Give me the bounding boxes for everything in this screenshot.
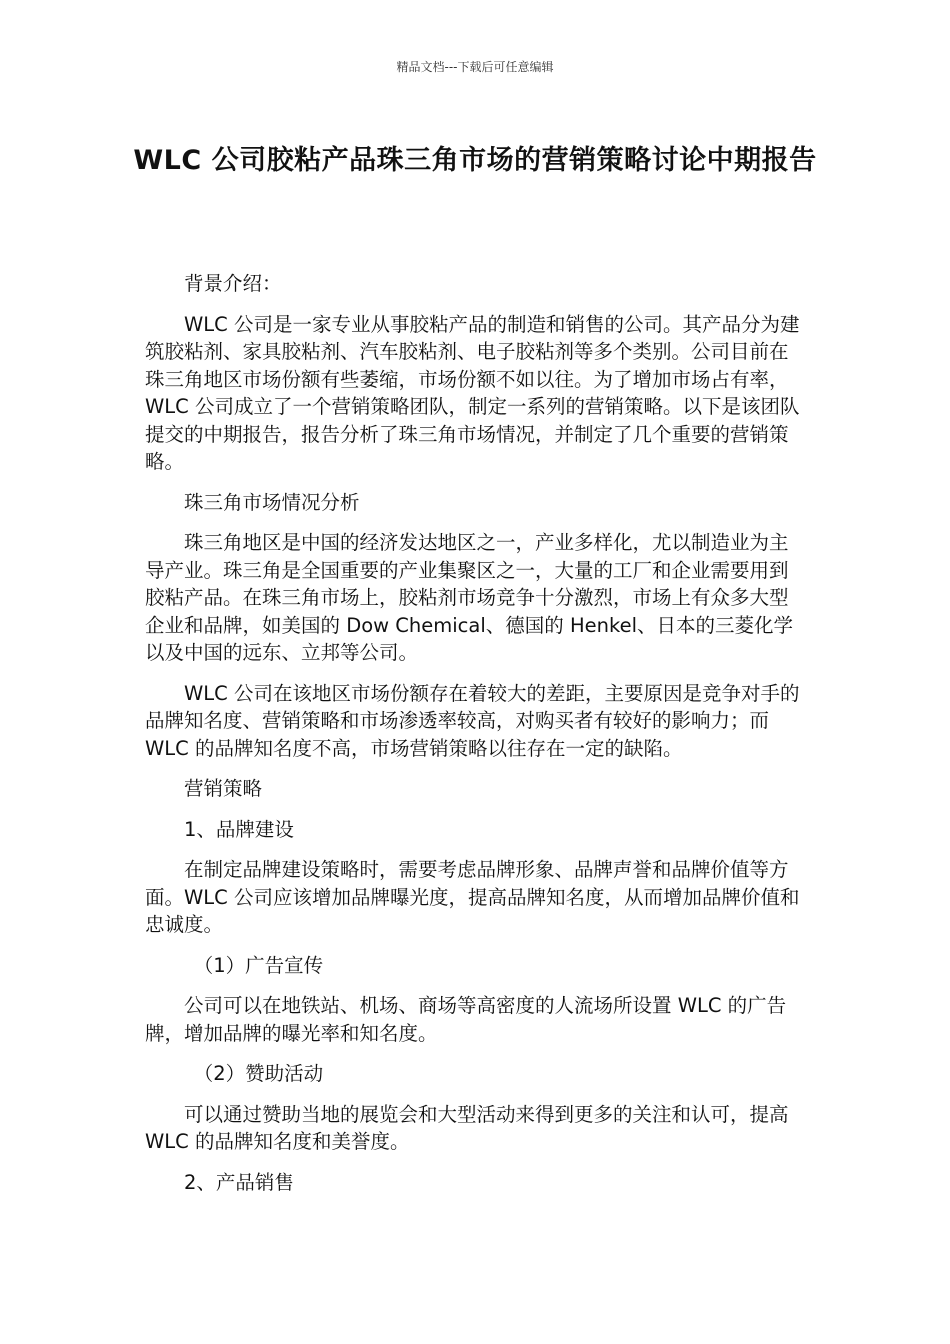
paragraph-market-gap: WLC 公司在该地区市场份额存在着较大的差距，主要原因是竞争对手的品牌知名度、营销策略和市场渗透率较高，对购买者有较好的影响力；而 WLC 的品牌知名度不高，市场营销策略以往存在一定的缺陷。 bbox=[145, 681, 800, 760]
document-body bbox=[145, 270, 807, 1209]
paragraph-market-analysis-heading: 珠三角市场情况分析 bbox=[184, 490, 360, 514]
paragraph-market-overview: 珠三角地区是中国的经济发达地区之一，产业多样化，尤以制造业为主导产业。珠三角是全国重要的产业集聚区之一，大量的工厂和企业需要用到胶粘产品。在珠三角市场上，胶粘剂市场竞争十分激烈，市场上有众多大型企业和品牌，如美国的 Dow Chemical、德国的 Henkel、日本的三菱化学以及中国的远东、立邦等公司。 bbox=[145, 531, 793, 664]
paragraph-strategy-heading: 营销策略 bbox=[184, 777, 263, 800]
document-title: WLC 公司胶粘产品珠三角市场的营销策略讨论中期报告 bbox=[133, 145, 817, 176]
paragraph-sponsorship: 可以通过赞助当地的展览会和大型活动来得到更多的关注和认可，提高 WLC 的品牌知名度和美誉度。 bbox=[145, 1102, 789, 1153]
paragraph-advertising-heading: （1）广告宣传 bbox=[193, 953, 324, 977]
paragraph-sponsorship-heading: （2）赞助活动 bbox=[193, 1062, 324, 1085]
paragraph-brand-building: 在制定品牌建设策略时，需要考虑品牌形象、品牌声誉和品牌价值等方面。WLC 公司应该增加品牌曝光度，提高品牌知名度，从而增加品牌价值和忠诚度。 bbox=[145, 858, 800, 936]
paragraph-company-intro: WLC 公司是一家专业从事胶粘产品的制造和销售的公司。其产品分为建筑胶粘剂、家具胶粘剂、汽车胶粘剂、电子胶粘剂等多个类别。公司目前在珠三角地区市场份额有些萎缩，市场份额不如以往。为了增加市场占有率，WLC 公司成立了一个营销策略团队，制定一系列的营销策略。以下是该团队提交的中期报告，报告分析了珠三角市场情况，并制定了几个重要的营销策略。 bbox=[145, 312, 800, 473]
paragraph-background-heading: 背景介绍： bbox=[184, 272, 282, 295]
paragraph-brand-building-heading: 1、品牌建设 bbox=[184, 817, 294, 841]
paragraph-advertising: 公司可以在地铁站、机场、商场等高密度的人流场所设置 WLC 的广告牌，增加品牌的曝光率和知名度。 bbox=[145, 994, 787, 1045]
page-header: 精品文档---下载后可任意编辑 bbox=[396, 60, 554, 74]
paragraph-product-sales-heading: 2、产品销售 bbox=[184, 1170, 294, 1194]
